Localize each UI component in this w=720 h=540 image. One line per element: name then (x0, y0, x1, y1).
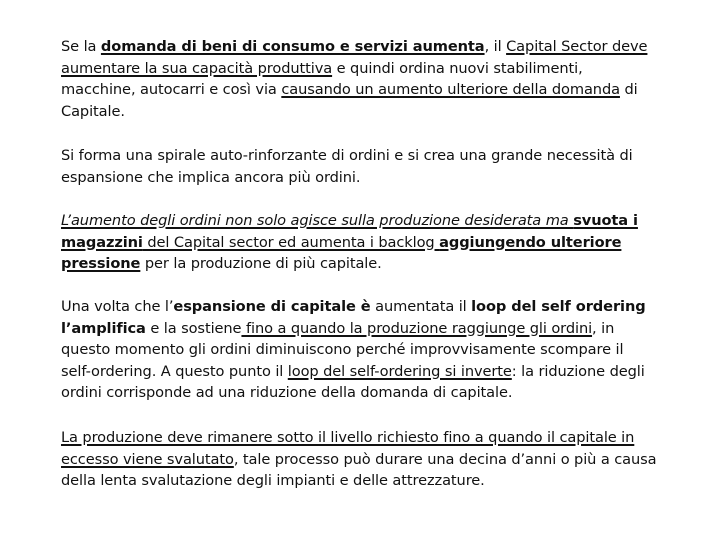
p4-text: : la riduzione degli ordini corrisponde ad una riduzione della domanda di capitale. (61, 362, 645, 401)
p3-text: per la produzione di più capitale. (140, 255, 382, 272)
p4-text: aumentata il (370, 298, 472, 315)
p1-underline-increase: causando un aumento ulteriore della domanda (281, 81, 620, 98)
p1-text: di Capitale. (61, 81, 638, 120)
p4-bold-expansion: espansione di capitale è (173, 298, 371, 315)
p3-underline-pressure: aggiungendo ulteriore pressione (61, 233, 622, 272)
p3-underline-empties: svuota i magazzini (61, 212, 638, 251)
p1-text: , il (484, 38, 507, 55)
p4-bold-loop: loop del self ordering l’amplifica (61, 298, 646, 337)
p5-text: , tale processo può durare una decina d’anni o più a causa della lenta svalutazione degli impianti e delle attrezzature. (61, 450, 657, 489)
p5-underline-production: La produzione deve rimanere sotto il livello richiesto fino a quando il capitale in eccesso viene svalutato (61, 429, 635, 468)
paragraph-5 (61, 427, 657, 492)
p4-text: e la sostiene (145, 319, 242, 337)
p4-text: , in questo momento gli ordini diminuiscono perché improvvisamente scompare il self-ordering. A questo punto il (61, 319, 624, 380)
p2-text: Si forma una spirale auto-rinforzante di ordini e si crea una grande necessità di espansione che implica ancora più ordini. (61, 147, 633, 186)
p1-underline-demand: domanda di beni di consumo e servizi aumenta (100, 38, 485, 55)
p1-underline-capacity: Capital Sector deve aumentare la sua capacità produttiva (61, 38, 648, 77)
p4-underline-inverts: loop del self-ordering si inverte (287, 362, 512, 380)
paragraph-2 (61, 145, 661, 188)
p4-text: Una volta che l’ (61, 298, 174, 315)
p3-underline-backlog: del Capital sector ed aumenta i backlog (142, 233, 440, 251)
paragraph-4 (61, 296, 657, 404)
p1-text: e quindi ordina nuovi stabilimenti, macchine, autocarri e così via (61, 59, 583, 98)
p4-underline-until: fino a quando la produzione raggiunge gli ordini (241, 319, 593, 337)
paragraph-3 (61, 210, 659, 275)
paragraph-1 (61, 36, 655, 122)
p3-underline-orders: L’aumento degli ordini non solo agisce sulla produzione desiderata ma (61, 212, 574, 229)
p1-text: Se la (61, 38, 101, 55)
